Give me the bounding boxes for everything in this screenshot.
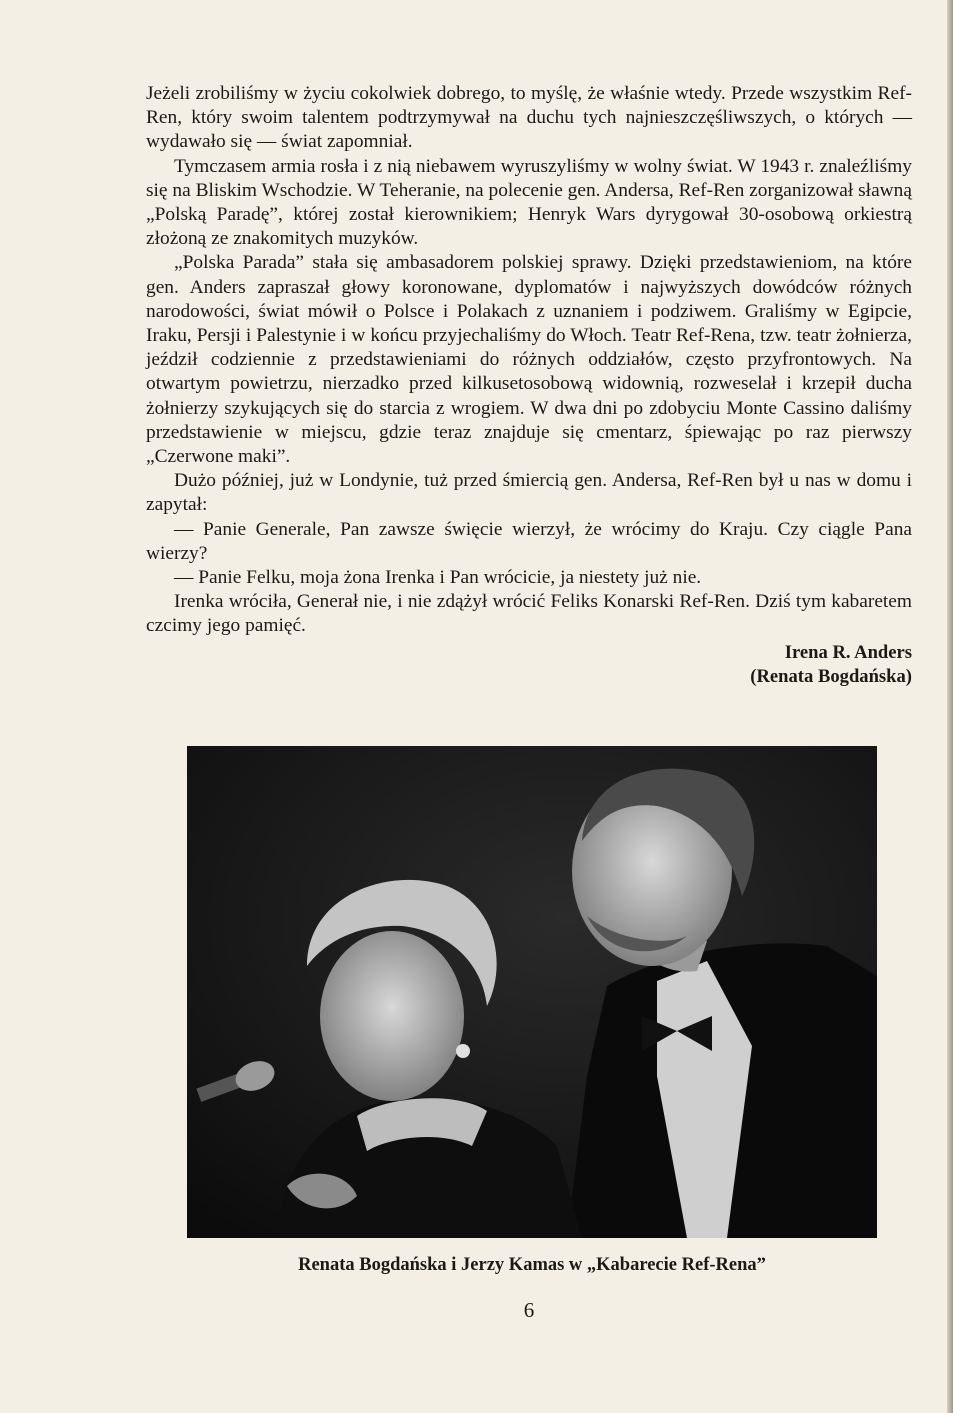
signature-name: Irena R. Anders (784, 641, 912, 663)
article-text (146, 82, 912, 689)
photo-caption: Renata Bogdańska i Jerzy Kamas w „Kabarecie Ref-Rena” (298, 1255, 766, 1275)
paragraph-6: — Panie Felku, moja żona Irenka i Pan wrócicie, ja niestety już nie. (174, 567, 702, 589)
photo (187, 746, 877, 1238)
paragraph-2: Tymczasem armia rosła i z nią niebawem wyruszyliśmy w wolny świat. W 1943 r. znaleźliśmy się na Bliskim Wschodzie. W Teheranie, na polecenie gen. Andersa, Ref-Ren zorganizował sławną „Polską Paradę”, której został kierownikiem; Henryk Wars dyrygował 30-osobową orkiestrą złożoną ze znakomitych muzyków. (146, 155, 912, 250)
signature-alias: (Renata Bogdańska) (750, 665, 912, 687)
signature (146, 641, 912, 689)
photo-illustration (187, 746, 877, 1238)
page-edge (947, 0, 953, 1413)
paragraph-3: „Polska Parada” stała się ambasadorem polskiej sprawy. Dzięki przedstawieniom, na które gen. Anders zapraszał głowy koronowane, dyplomatów i najwyższych dowódców różnych narodowości, świat mówił o Polsce i Polakach z uznaniem i podziwem. Graliśmy w Egipcie, Iraku, Persji i Palestynie i w końcu przyjechaliśmy do Włoch. Teatr Ref-Rena, tzw. teatr żołnierza, jeździł codziennie z przedstawieniami do różnych oddziałów, często przyfrontowych. Na otwartym powietrzu, nierzadko przed kilkusetosobową widownią, rozweselał i krzepił ducha żołnierzy szykujących się do starcia z wrogiem. W dwa dni po zdobyciu Monte Cassino daliśmy przedstawienie w miejscu, gdzie teraz znajduje się cmentarz, śpiewając po raz pierwszy „Czerwone maki”. (146, 252, 912, 468)
paragraph-1: Jeżeli zrobiliśmy w życiu cokolwiek dobrego, to myślę, że właśnie wtedy. Przede wszystkim Ref-Ren, który swoim talentem podtrzymywał na duchu tych najnieszczęśliwszych, o których — wydawało się — świat zapomniał. (146, 83, 912, 153)
page-number: 6 (523, 1298, 535, 1322)
paragraph-7: Irenka wróciła, Generał nie, i nie zdążył wrócić Feliks Konarski Ref-Ren. Dziś tym kabaretem czcimy jego pamięć. (146, 591, 912, 637)
paragraph-5: — Panie Generale, Pan zawsze święcie wierzył, że wrócimy do Kraju. Czy ciągle Pana wierzy? (146, 518, 912, 564)
paragraph-4: Dużo później, już w Londynie, tuż przed śmiercią gen. Andersa, Ref-Ren był u nas w domu i zapytał: (146, 470, 912, 516)
